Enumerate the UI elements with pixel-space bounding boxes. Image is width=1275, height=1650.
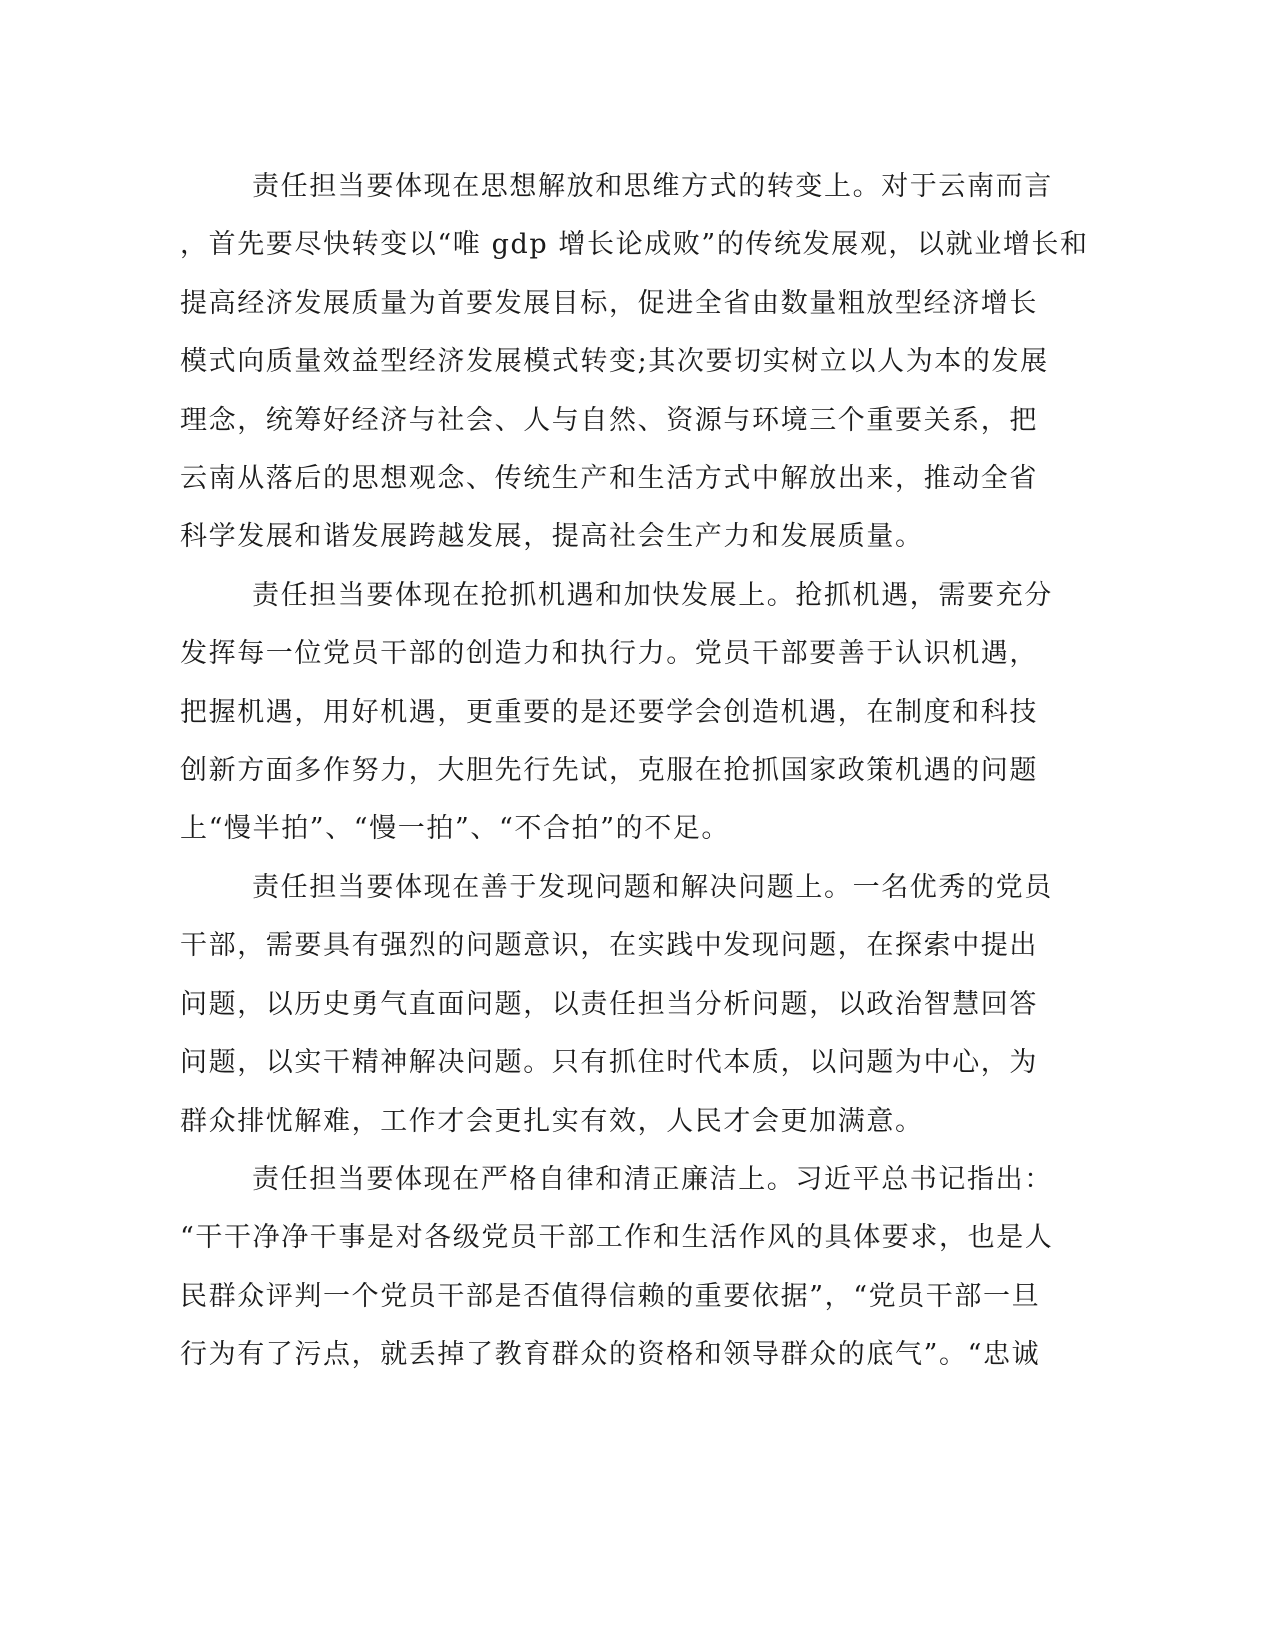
paragraph-self-discipline bbox=[180, 1151, 1054, 1385]
text-line: “干干净净干事是对各级党员干部工作和生活作风的具体要求，也是人 bbox=[180, 1222, 1054, 1254]
text-line: 云南从落后的思想观念、传统生产和生活方式中解放出来，推动全省 bbox=[180, 463, 1038, 495]
text-line: 问题，以历史勇气直面问题，以责任担当分析问题，以政治智慧回答 bbox=[180, 988, 1038, 1020]
text-line: 上“慢半拍”、“慢一拍”、“不合拍”的不足。 bbox=[180, 813, 731, 845]
paragraph-seize-opportunities bbox=[180, 567, 1053, 859]
text-line: 行为有了污点，就丢掉了教育群众的资格和领导群众的底气”。“忠诚 bbox=[180, 1339, 1041, 1371]
text-line: 理念，统筹好经济与社会、人与自然、资源与环境三个重要关系，把 bbox=[180, 404, 1038, 436]
text-line: ，首先要尽快转变以“唯 gdp 增长论成败”的传统发展观，以就业增长和 bbox=[180, 229, 1089, 261]
text-line: 责任担当要体现在善于发现问题和解决问题上。一名优秀的党员 bbox=[252, 871, 1053, 903]
text-line: 创新方面多作努力，大胆先行先试，克服在抢抓国家政策机遇的问题 bbox=[180, 755, 1038, 787]
text-line: 科学发展和谐发展跨越发展，提高社会生产力和发展质量。 bbox=[180, 521, 924, 553]
text-line: 模式向质量效益型经济发展模式转变;其次要切实树立以人为本的发展 bbox=[180, 346, 1049, 378]
paragraph-solve-problems bbox=[180, 859, 1053, 1151]
text-line: 发挥每一位党员干部的创造力和执行力。党员干部要善于认识机遇， bbox=[180, 638, 1038, 670]
text-line: 责任担当要体现在抢抓机遇和加快发展上。抢抓机遇，需要充分 bbox=[252, 579, 1053, 611]
text-line: 群众排忧解难，工作才会更扎实有效，人民才会更加满意。 bbox=[180, 1105, 924, 1137]
text-line: 干部，需要具有强烈的问题意识，在实践中发现问题，在探索中提出 bbox=[180, 930, 1038, 962]
document-body bbox=[180, 158, 1089, 1385]
text-line: 把握机遇，用好机遇，更重要的是还要学会创造机遇，在制度和科技 bbox=[180, 696, 1038, 728]
text-line: 问题，以实干精神解决问题。只有抓住时代本质，以问题为中心，为 bbox=[180, 1047, 1038, 1079]
text-line: 民群众评判一个党员干部是否值得信赖的重要依据”，“党员干部一旦 bbox=[180, 1280, 1041, 1312]
text-line: 提高经济发展质量为首要发展目标，促进全省由数量粗放型经济增长 bbox=[180, 287, 1038, 319]
paragraph-thought-liberation bbox=[180, 158, 1089, 567]
text-line: 责任担当要体现在严格自律和清正廉洁上。习近平总书记指出： bbox=[252, 1163, 1053, 1195]
text-line: 责任担当要体现在思想解放和思维方式的转变上。对于云南而言 bbox=[252, 171, 1053, 202]
